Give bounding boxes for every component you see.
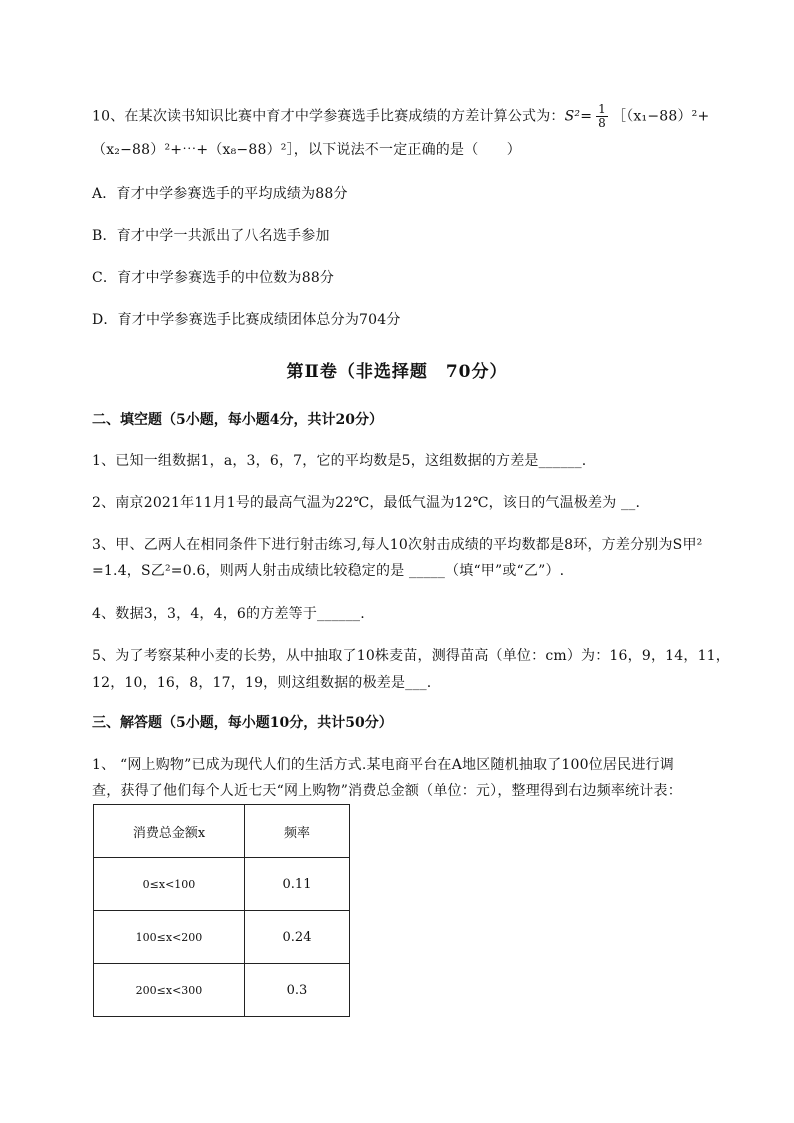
- frequency-cell: 0.3: [245, 964, 350, 1017]
- header-amount: 消费总金额x: [94, 805, 245, 858]
- table-header-row: [94, 805, 350, 858]
- table-row: [94, 964, 350, 1017]
- range-cell: 0≤x<100: [94, 858, 245, 911]
- table-row: [94, 911, 350, 964]
- q10-option-a: A．育才中学参赛选手的平均成绩为88分: [92, 186, 348, 202]
- fill-blank-heading: 二、填空题（5小题，每小题4分，共计20分）: [92, 412, 383, 428]
- variance-symbol: S²=: [564, 108, 593, 125]
- q10-stem-line1: [92, 103, 709, 130]
- frequency-cell: 0.24: [245, 911, 350, 964]
- fraction-denominator: 8: [598, 116, 607, 130]
- fill-blank-q3-line1: 3、甲、乙两人在相同条件下进行射击练习,每人10次射击成绩的平均数都是8环，方差分别为S甲²: [92, 537, 703, 553]
- header-frequency: 频率: [245, 805, 350, 858]
- q10-stem-prefix: 10、在某次读书知识比赛中育才中学参赛选手比赛成绩的方差计算公式为：: [92, 108, 565, 125]
- table-row: [94, 858, 350, 911]
- part2-title: [0, 357, 794, 382]
- fill-blank-q4: 4、数据3，3，4，4，6的方差等于______.: [92, 606, 365, 622]
- part2-title-score: 70分）: [445, 362, 508, 382]
- one-eighth-fraction: [596, 103, 608, 130]
- fill-blank-q5-line2: 12，10，16，8，17，19，则这组数据的极差是___.: [92, 675, 432, 691]
- q10-stem-line2: （x₂−88）²+⋯+（x₈−88）²］，以下说法不一定正确的是（ ）: [92, 142, 521, 158]
- frequency-table: [93, 804, 350, 1017]
- fill-blank-q2: 2、南京2021年11月1号的最高气温为22℃，最低气温为12℃，该日的气温极差为 __.: [92, 495, 641, 511]
- solve-heading: 三、解答题（5小题，每小题10分，共计50分）: [92, 715, 393, 731]
- fill-blank-q1: 1、已知一组数据1，a，3，6，7，它的平均数是5，这组数据的方差是______.: [92, 453, 587, 469]
- range-cell: 100≤x<200: [94, 911, 245, 964]
- q10-option-d: D．育才中学参赛选手比赛成绩团体总分为704分: [92, 312, 401, 328]
- solve-q1-line1: 1、 “网上购物”已成为现代人们的生活方式.某电商平台在A地区随机抽取了100位居民进行调: [92, 757, 674, 773]
- q10-stem-suffix: ［（x₁−88）²+: [612, 108, 710, 125]
- part2-title-main: 第Ⅱ卷（非选择题: [286, 362, 428, 382]
- fill-blank-q5-line1: 5、为了考察某种小麦的长势，从中抽取了10株麦苗，测得苗高（单位：cm）为：16，9，14，11，: [92, 648, 730, 664]
- frequency-cell: 0.11: [245, 858, 350, 911]
- fill-blank-q3-line2: =1.4，S乙²=0.6，则两人射击成绩比较稳定的是 _____（填“甲”或“乙”）.: [92, 563, 565, 579]
- solve-q1-line2: 查，获得了他们每个人近七天“网上购物”消费总金额（单位：元），整理得到右边频率统计表：: [92, 783, 682, 799]
- range-cell: 200≤x<300: [94, 964, 245, 1017]
- q10-option-b: B．育才中学一共派出了八名选手参加: [92, 228, 330, 244]
- q10-option-c: C．育才中学参赛选手的中位数为88分: [92, 270, 335, 286]
- fraction-numerator: 1: [598, 102, 607, 116]
